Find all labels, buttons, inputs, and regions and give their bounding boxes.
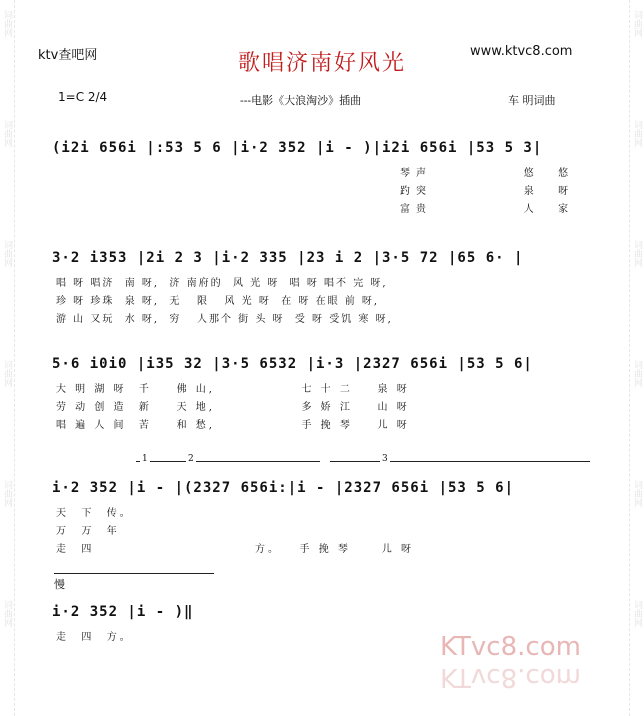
credit-line: 车 明词曲 xyxy=(508,94,556,107)
side-text: 词曲网 xyxy=(632,600,642,627)
side-text: 词曲网 xyxy=(632,120,642,147)
notation-row-1: (i2i 656i |:53 5 6 |i·2 352 |i - )|i2i 656i |53 5 3| xyxy=(52,140,543,156)
lyric-line: 富贵 人 家 xyxy=(400,204,575,215)
lyric-line: 大 明 湖 呀 千 佛 山, 七 十 二 泉 呀 xyxy=(56,384,410,395)
phrase-bracket xyxy=(54,573,214,574)
side-text: 词曲网 xyxy=(2,10,12,37)
watermark-logo: KTvc8.com xyxy=(440,632,581,662)
side-text: 词曲网 xyxy=(632,240,642,267)
volta-bracket: 1 2 xyxy=(136,461,320,462)
lyric-line: 趵突 泉 呀 xyxy=(400,186,575,197)
lyric-line: 走 四 方。 xyxy=(56,632,133,643)
key-signature: 1=C 2/4 xyxy=(58,90,108,104)
side-text: 词曲网 xyxy=(2,360,12,387)
song-title: 歌唱济南好风光 xyxy=(237,51,406,76)
site-url-right: www.ktvc8.com xyxy=(470,44,573,59)
lyric-line: 万 万 年 xyxy=(56,526,120,537)
side-text: 词曲网 xyxy=(2,480,12,507)
lyric-line: 唱 呀 唱济 南 呀, 济 南府的 风 光 呀 唱 呀 唱不 完 呀, xyxy=(56,278,388,289)
volta-bracket: 3 xyxy=(330,461,590,462)
lyric-line: 珍 呀 珍珠 泉 呀, 无 限 风 光 呀 在 呀 在眼 前 呀, xyxy=(56,296,380,307)
right-margin-strip xyxy=(629,0,644,716)
lyric-line: 唱 遍 人 间 苦 和 愁, 手 挽 琴 儿 呀 xyxy=(56,420,410,431)
lyric-line: 游 山 又玩 水 呀, 穷 人那个 街 头 呀 受 呀 受饥 寒 呀, xyxy=(56,314,393,325)
site-name-left: ktv查吧网 xyxy=(38,48,98,63)
tempo-mark: 慢 xyxy=(54,578,65,591)
side-text: 词曲网 xyxy=(632,480,642,507)
side-text: 词曲网 xyxy=(2,600,12,627)
notation-row-5: i·2 352 |i - )‖ xyxy=(52,604,194,620)
notation-row-3: 5·6 i0i0 |i35 32 |3·5 6532 |i·3 |2327 656i |53 5 6| xyxy=(52,356,533,372)
notation-row-4: i·2 352 |i - |(2327 656i:|i - |2327 656i |53 5 6| xyxy=(52,480,515,496)
notation-row-2: 3·2 i353 |2i 2 3 |i·2 335 |23 i 2 |3·5 72 |65 6· | xyxy=(52,250,524,266)
lyric-line: 走 四 方。 手 挽 琴 儿 呀 xyxy=(56,544,414,555)
side-text: 词曲网 xyxy=(2,240,12,267)
subtitle: ---电影《大浪淘沙》插曲 xyxy=(240,94,362,107)
lyric-line: 琴声 悠 悠 xyxy=(400,168,575,179)
lyric-line: 劳 动 创 造 新 天 地, 多 娇 江 山 呀 xyxy=(56,402,410,413)
watermark-reflection: KTvc8.com xyxy=(440,662,581,692)
side-text: 词曲网 xyxy=(632,10,642,37)
side-text: 词曲网 xyxy=(2,120,12,147)
left-margin-strip xyxy=(0,0,15,716)
side-text: 词曲网 xyxy=(632,360,642,387)
lyric-line: 天 下 传。 xyxy=(56,508,133,519)
